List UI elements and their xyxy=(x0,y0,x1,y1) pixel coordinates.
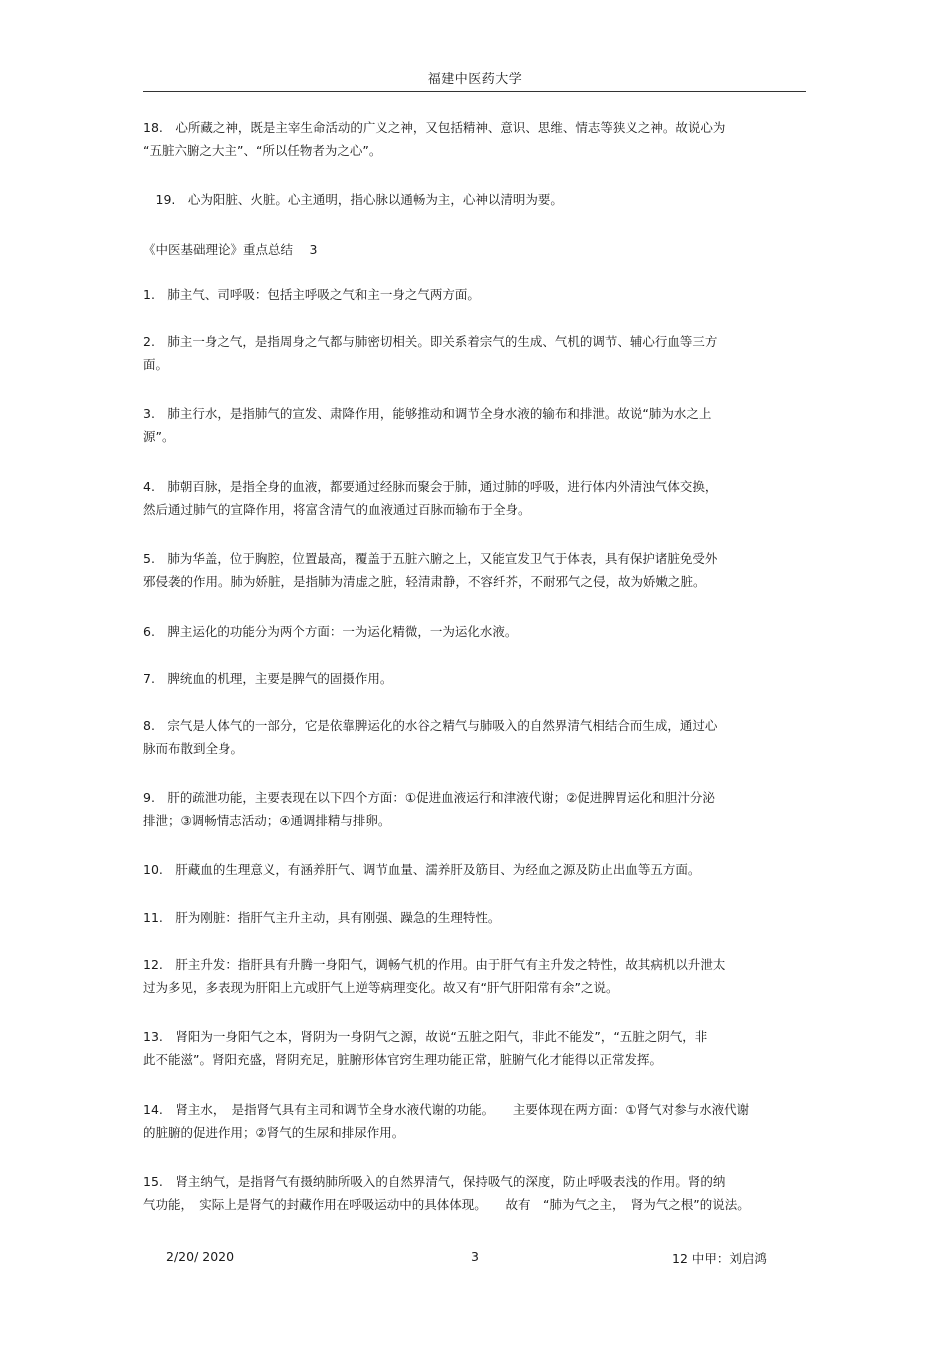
paragraph-line: 过为多见，多表现为肝阳上亢或肝气上逆等病理变化。故又有“肝气肝阳常有余”之说。 xyxy=(143,980,619,995)
point-15 xyxy=(143,1170,823,1216)
point-10 xyxy=(143,858,823,881)
paragraph-line: 11. 肝为刚脏：指肝气主升主动，具有刚强、躁急的生理特性。 xyxy=(143,910,501,925)
paragraph-line: 8. 宗气是人体气的一部分，它是依靠脾运化的水谷之精气与肺吸入的自然界清气相结合而生成，通过心 xyxy=(143,718,718,733)
paragraph-line: 的脏腑的促进作用；②肾气的生尿和排尿作用。 xyxy=(143,1125,405,1140)
header-rule xyxy=(143,91,806,92)
paragraph-line: 4. 肺朝百脉，是指全身的血液，都要通过经脉而聚会于肺，通过肺的呼吸，进行体内外清浊气体交换， xyxy=(143,479,718,494)
point-9 xyxy=(143,786,823,832)
paragraph-line: 然后通过肺气的宣降作用，将富含清气的血液通过百脉而输布于全身。 xyxy=(143,502,531,517)
paragraph-line: 13. 肾阳为一身阳气之本，肾阴为一身阴气之源，故说“五脏之阳气，非此不能发”，“五脏之阴气，非 xyxy=(143,1029,708,1044)
paragraph-line: 1. 肺主气、司呼吸：包括主呼吸之气和主一身之气两方面。 xyxy=(143,287,480,302)
paragraph-line: 面。 xyxy=(143,357,169,372)
paragraph-line: 源”。 xyxy=(143,429,175,444)
paragraph-line: 6. 脾主运化的功能分为两个方面：一为运化精微，一为运化水液。 xyxy=(143,624,518,639)
page-header-title: 福建中医药大学 xyxy=(427,72,523,87)
paragraph-line: 18. 心所藏之神，既是主宰生命活动的广义之神，又包括精神、意识、思维、情志等狭义之神。故说心为 xyxy=(143,120,726,135)
paragraph-18 xyxy=(143,116,823,162)
point-4 xyxy=(143,475,823,521)
point-11 xyxy=(143,906,823,929)
section-title: 《中医基础理论》重点总结 3 xyxy=(143,242,318,257)
point-13 xyxy=(143,1025,823,1071)
point-6 xyxy=(143,620,823,643)
paragraph-line: 此不能滋”。肾阳充盛，肾阴充足，脏腑形体官窍生理功能正常，脏腑气化才能得以正常发挥。 xyxy=(143,1052,662,1067)
point-1 xyxy=(143,283,823,306)
paragraph-line: 气功能， 实际上是肾气的封藏作用在呼吸运动中的具体体现。 故有 “肺为气之主， 肾为气之根”的说法。 xyxy=(143,1197,750,1212)
paragraph-line: 9. 肝的疏泄功能，主要表现在以下四个方面：①促进血液运行和津液代谢；②促进脾胃运化和胆汁分泌 xyxy=(143,790,715,805)
paragraph-19 xyxy=(143,188,823,211)
point-8 xyxy=(143,714,823,760)
point-14 xyxy=(143,1098,823,1144)
footer-date: 2/20/ 2020 xyxy=(166,1249,235,1264)
paragraph-line: 7. 脾统血的机理，主要是脾气的固摄作用。 xyxy=(143,671,393,686)
point-2 xyxy=(143,330,823,376)
footer-page-number: 3 xyxy=(471,1249,479,1264)
paragraph-line: 19. 心为阳脏、火脏。心主通明，指心脉以通畅为主，心神以清明为要。 xyxy=(143,192,563,207)
paragraph-line: 12. 肝主升发：指肝具有升腾一身阳气，调畅气机的作用。由于肝气有主升发之特性，故其病机以升泄太 xyxy=(143,957,726,972)
paragraph-line: 5. 肺为华盖，位于胸腔，位置最高，覆盖于五脏六腑之上，又能宣发卫气于体表，具有保护诸脏免受外 xyxy=(143,551,718,566)
point-3 xyxy=(143,402,823,448)
paragraph-line: 脉而布散到全身。 xyxy=(143,741,244,756)
point-12 xyxy=(143,953,823,999)
paragraph-line: “五脏六腑之大主”、“所以任物者为之心”。 xyxy=(143,143,382,158)
paragraph-line: 3. 肺主行水，是指肺气的宣发、肃降作用，能够推动和调节全身水液的输布和排泄。故说“肺为水之上 xyxy=(143,406,712,421)
paragraph-line: 邪侵袭的作用。肺为娇脏，是指肺为清虚之脏，轻清肃静，不容纤芥，不耐邪气之侵，故为娇嫩之脏。 xyxy=(143,574,706,589)
paragraph-line: 14. 肾主水， 是指肾气具有主司和调节全身水液代谢的功能。 主要体现在两方面：①肾气对参与水液代谢 xyxy=(143,1102,750,1117)
paragraph-line: 2. 肺主一身之气，是指周身之气都与肺密切相关。即关系着宗气的生成、气机的调节、辅心行血等三方 xyxy=(143,334,718,349)
paragraph-line: 10. 肝藏血的生理意义，有涵养肝气、调节血量、濡养肝及筋目、为经血之源及防止出血等五方面。 xyxy=(143,862,701,877)
paragraph-line: 15. 肾主纳气，是指肾气有摄纳肺所吸入的自然界清气，保持吸气的深度，防止呼吸表浅的作用。肾的纳 xyxy=(143,1174,726,1189)
point-5 xyxy=(143,547,823,593)
footer-author: 12 中甲：刘启鸿 xyxy=(672,1251,767,1266)
paragraph-line: 排泄；③调畅情志活动；④通调排精与排卵。 xyxy=(143,813,391,828)
point-7 xyxy=(143,667,823,690)
